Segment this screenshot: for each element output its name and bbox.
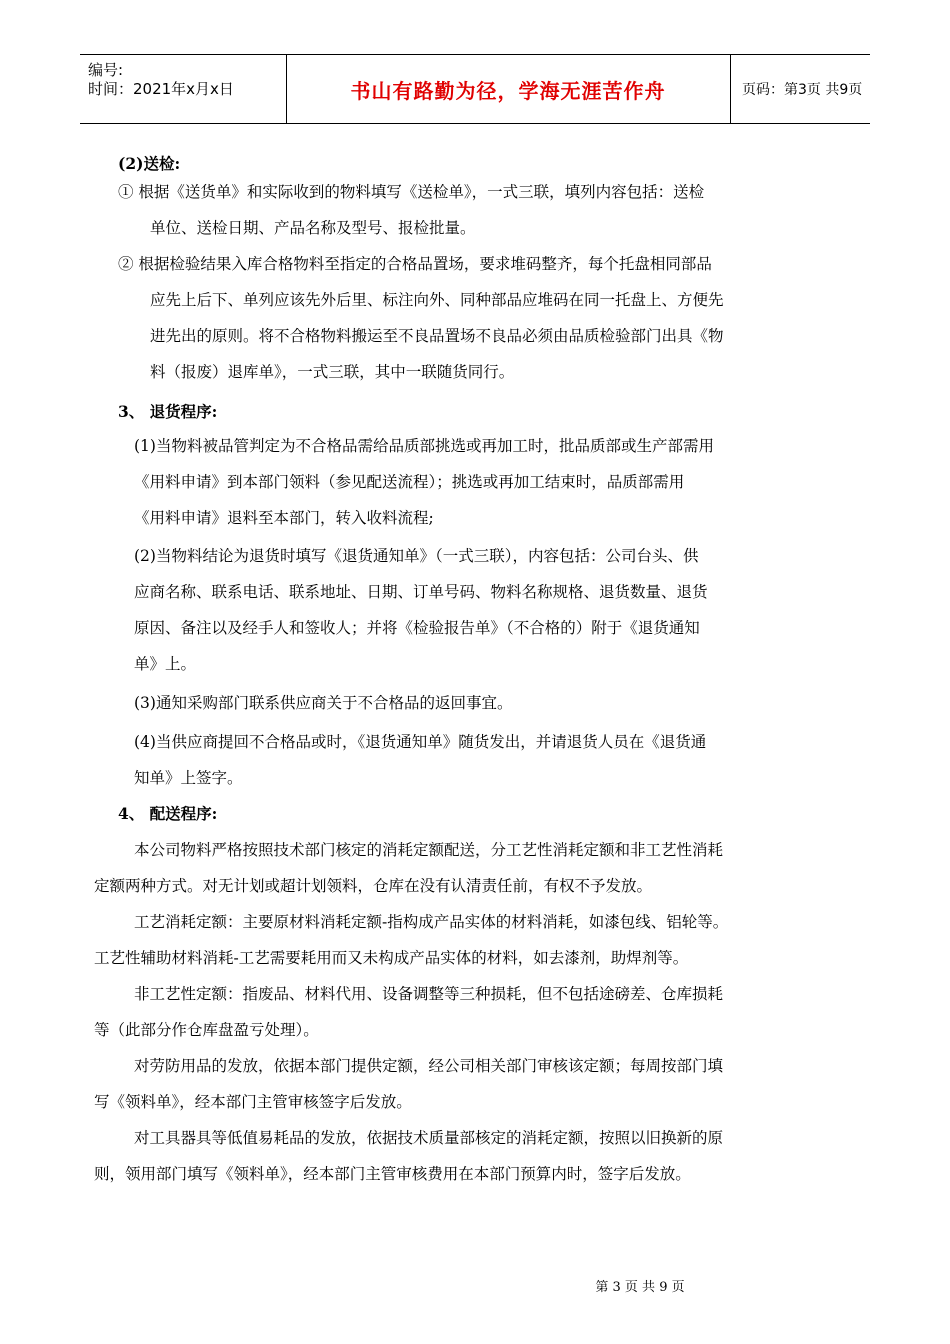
body-line: 对工具器具等低值易耗品的发放，依据技术质量部核定的消耗定额，按照以旧换新的原 bbox=[134, 1129, 724, 1147]
body-line: 应先上后下、单列应该先外后里、标注向外、同种部品应堆码在同一托盘上、方便先 bbox=[150, 291, 724, 309]
body-line: 单位、送检日期、产品名称及型号、报检批量。 bbox=[150, 219, 476, 237]
header-meta-cell bbox=[80, 55, 287, 123]
body-line: 工艺消耗定额：主要原材料消耗定额-指构成产品实体的材料消耗，如漆包线、铝轮等。 bbox=[134, 913, 729, 931]
header-page-info: 页码：第3页 共9页 bbox=[742, 82, 863, 98]
body-line: 本公司物料严格按照技术部门核定的消耗定额配送，分工艺性消耗定额和非工艺性消耗 bbox=[134, 841, 724, 859]
body-line: 单》上。 bbox=[134, 655, 197, 673]
header-motto: 书山有路勤为径，学海无涯苦作舟 bbox=[350, 78, 666, 103]
body-line: 工艺性辅助材料消耗-工艺需要耗用而又未构成产品实体的材料，如去漆剂，助焊剂等。 bbox=[94, 949, 689, 967]
body-line: 应商名称、联系电话、联系地址、日期、订单号码、物料名称规格、退货数量、退货 bbox=[134, 583, 708, 601]
page-footer: 第 3 页 共 9 页 bbox=[595, 1280, 685, 1295]
document-time-label: 时间：2021年x月x日 bbox=[88, 80, 234, 98]
document-number-label: 编号: bbox=[88, 61, 124, 79]
header-page-cell bbox=[730, 55, 870, 123]
body-line: 等（此部分作仓库盘盈亏处理）。 bbox=[94, 1021, 319, 1039]
body-line: 知单》上签字。 bbox=[134, 769, 243, 787]
body-line: ① 根据《送货单》和实际收到的物料填写《送检单》，一式三联，填列内容包括：送检 bbox=[118, 183, 705, 201]
body-line: 《用料申请》到本部门领料（参见配送流程）；挑选或再加工结束时，品质部需用 bbox=[134, 473, 685, 491]
section-heading-inspection: (2)送检: bbox=[118, 154, 181, 173]
body-line: 进先出的原则。将不合格物料搬运至不良品置场不良品必须由品质检验部门出具《物 bbox=[150, 327, 724, 345]
body-line: ② 根据检验结果入库合格物料至指定的合格品置场，要求堆码整齐，每个托盘相同部品 bbox=[118, 255, 712, 273]
body-line: 《用料申请》退料至本部门，转入收料流程; bbox=[134, 509, 434, 527]
page-header bbox=[80, 54, 870, 124]
body-line: (3)通知采购部门联系供应商关于不合格品的返回事宜。 bbox=[134, 694, 513, 712]
section-heading-returns: 3、 退货程序: bbox=[118, 402, 218, 421]
body-line: 对劳防用品的发放，依据本部门提供定额，经公司相关部门审核该定额；每周按部门填 bbox=[134, 1057, 724, 1075]
body-line: (2)当物料结论为退货时填写《退货通知单》（一式三联），内容包括：公司台头、供 bbox=[134, 547, 699, 565]
body-line: 原因、备注以及经手人和签收人；并将《检验报告单》（不合格的）附于《退货通知 bbox=[134, 619, 700, 637]
body-line: 料（报废）退库单》，一式三联，其中一联随货同行。 bbox=[150, 363, 515, 381]
body-line: 非工艺性定额：指废品、材料代用、设备调整等三种损耗，但不包括途磅差、仓库损耗 bbox=[134, 985, 724, 1003]
body-line: 定额两种方式。对无计划或超计划领料，仓库在没有认清责任前，有权不予发放。 bbox=[94, 877, 653, 895]
header-motto-cell bbox=[286, 55, 731, 123]
body-line: 写《领料单》，经本部门主管审核签字后发放。 bbox=[94, 1093, 412, 1111]
body-line: (4)当供应商提回不合格品或时，《退货通知单》随货发出，并请退货人员在《退货通 bbox=[134, 733, 707, 751]
body-line: (1)当物料被品管判定为不合格品需给品质部挑选或再加工时，批品质部或生产部需用 bbox=[134, 437, 714, 455]
section-heading-distribution: 4、 配送程序: bbox=[118, 804, 218, 823]
body-line: 则，领用部门填写《领料单》，经本部门主管审核费用在本部门预算内时，签字后发放。 bbox=[94, 1165, 691, 1183]
